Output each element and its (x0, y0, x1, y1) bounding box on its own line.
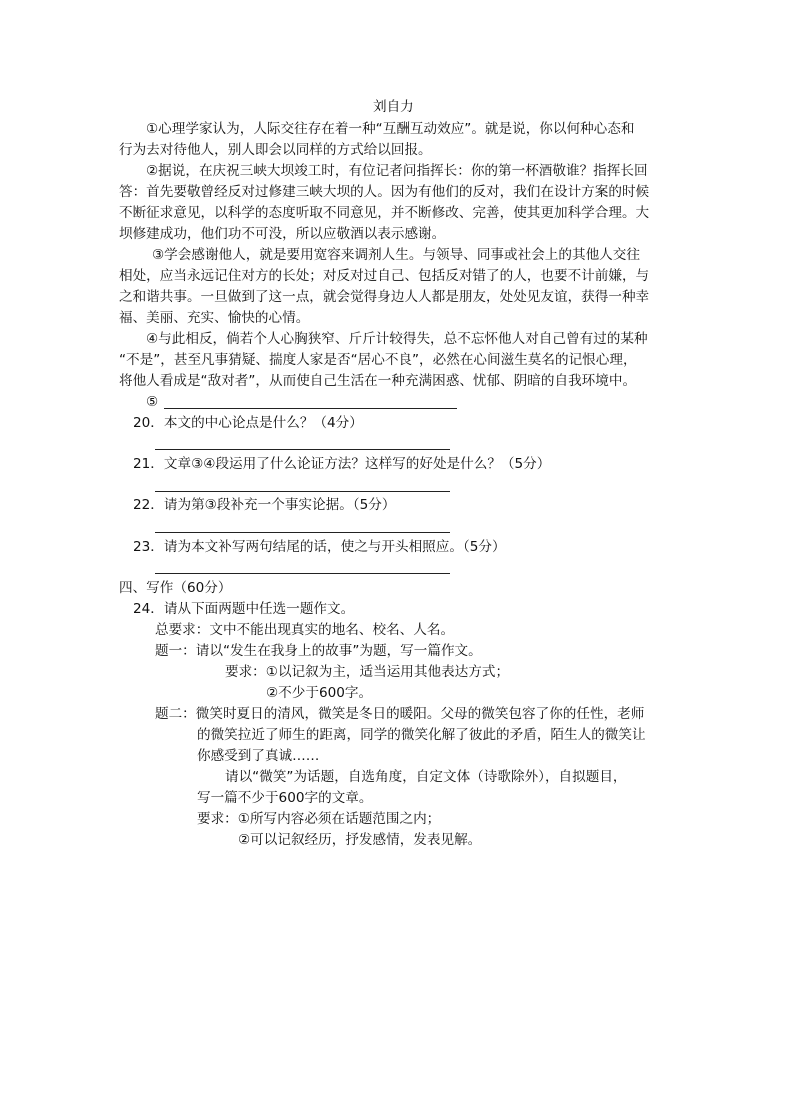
writing-section-heading: 四、写作（60分） (119, 580, 232, 596)
question-23: 23．请为本文补写两句结尾的话，使之与开头相照应。（5分） (133, 539, 506, 555)
question-21-answer-blank[interactable] (155, 491, 450, 492)
paragraph-3-line-3: 之和谐共事。一旦做到了这一点，就会觉得身边人人都是朋友，处处见友谊，获得一种幸 (119, 289, 650, 305)
question-22: 22．请为第③段补充一个事实论据。（5分） (133, 497, 396, 513)
paragraph-2-line-2: 答：首先要敬曾经反对过修建三峡大坝的人。因为有他们的反对，我们在设计方案的时候 (119, 184, 650, 200)
paragraph-5-marker: ⑤ (146, 394, 159, 410)
topic-1-requirement-2: ②不少于600字。 (266, 685, 373, 701)
question-20-answer-blank[interactable] (155, 449, 450, 450)
topic-2-line-1: 题二：微笑时夏日的清风，微笑是冬日的暖阳。父母的微笑包容了你的任性，老师 (155, 706, 645, 722)
question-21: 21．文章③④段运用了什么论证方法？这样写的好处是什么？（5分） (133, 456, 551, 472)
paragraph-4-line-3: 将他人看成是“敌对者”，从而使自己生活在一种充满困惑、忧郁、阴暗的自我环境中。 (119, 373, 637, 389)
topic-2-requirement-2: ②可以记叙经历，抒发感情，发表见解。 (238, 832, 482, 848)
topic-1-title: 题一：请以“发生在我身上的故事”为题，写一篇作文。 (155, 643, 482, 659)
paragraph-3-line-2: 相处，应当永远记住对方的长处；对反对过自己、包括反对错了的人，也要不计前嫌，与 (119, 268, 650, 284)
general-requirement: 总要求：文中不能出现真实的地名、校名、人名。 (155, 622, 455, 638)
topic-2-requirement-1: 要求：①所写内容必须在话题范围之内； (197, 811, 441, 827)
question-23-answer-blank[interactable] (155, 573, 450, 574)
paragraph-4-line-1: ④与此相反，倘若个人心胸狭窄、斤斤计较得失，总不忘怀他人对自己曾有过的某种 (146, 331, 648, 347)
topic-1-requirement-1: 要求：①以记叙为主，适当运用其他表达方式； (225, 664, 510, 680)
paragraph-2-line-4: 坝修建成功，他们功不可没，所以应敬酒以表示感谢。 (119, 226, 446, 242)
paragraph-5-answer-blank[interactable] (164, 408, 457, 409)
topic-2-line-5: 写一篇不少于600字的文章。 (197, 790, 373, 806)
question-22-answer-blank[interactable] (155, 532, 450, 533)
paragraph-4-line-2: “不是”，甚至凡事猜疑、揣度人家是否“居心不良”，必然在心间滋生莫名的记恨心理， (119, 352, 637, 368)
paragraph-1-line-1: ①心理学家认为，人际交往存在着一种“互酬互动效应”。就是说，你以何种心态和 (146, 121, 635, 137)
question-20: 20．本文的中心论点是什么？（4分） (133, 415, 363, 431)
topic-2-line-4: 请以“微笑”为话题，自选角度，自定文体（诗歌除外），自拟题目， (225, 769, 627, 785)
question-24: 24．请从下面两题中任选一题作文。 (133, 601, 355, 617)
paragraph-2-line-3: 不断征求意见，以科学的态度听取不同意见，并不断修改、完善，使其更加科学合理。大 (119, 205, 650, 221)
article-author: 刘自力 (373, 99, 414, 115)
paragraph-2-line-1: ②据说，在庆祝三峡大坝竣工时，有位记者问指挥长：你的第一杯酒敬谁？指挥长回 (146, 163, 648, 179)
topic-2-line-3: 你感受到了真诚…… (197, 748, 320, 764)
paragraph-3-line-1: ③学会感谢他人，就是要用宽容来调剂人生。与领导、同事或社会上的其他人交往 (152, 247, 640, 263)
topic-2-line-2: 的微笑拉近了师生的距离，同学的微笑化解了彼此的矛盾，陌生人的微笑让 (197, 727, 646, 743)
paragraph-3-line-4: 福、美丽、充实、愉快的心情。 (119, 310, 310, 326)
paragraph-1-line-2: 行为去对待他人，别人即会以同样的方式给以回报。 (119, 142, 432, 158)
